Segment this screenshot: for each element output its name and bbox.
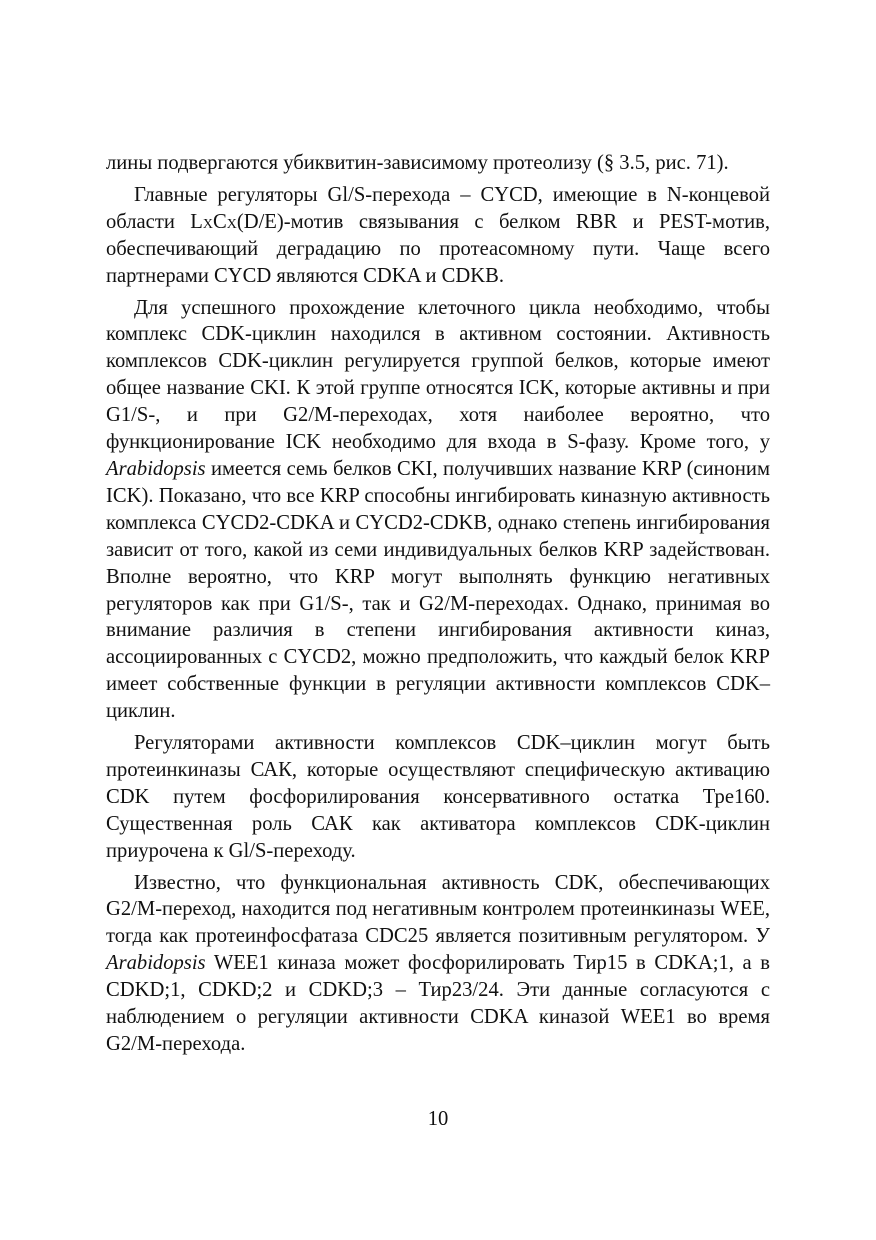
paragraph [106,730,770,865]
small-caps-letter: x [226,210,237,233]
paragraph [106,870,770,1058]
text-run: Регуляторами активности комплексов CDK–циклин могут быть протеинкиназы САК, которые осуществляют специфическую активацию CDK путем фосфорилирования консервативного остатка Тре160. Существенная роль САК как активатора комплексов CDK-циклин приурочена к Gl/S-переходу. [106,732,770,862]
text-run: лины подвергаются убиквитин-зависимому протеолизу (§ 3.5, рис. 71). [106,152,729,174]
text-run: (D/E)-мотив связывания с белком RBR и PEST-мотив, обеспечивающий деградацию по протеасомному пути. Чаще всего партнерами CYCD являются CDKA и CDKB. [106,210,770,287]
text-run: Главные регуляторы Gl/S-перехода – CYCD, имеющие в N-концевой области L [106,183,770,233]
text-run: WEE1 киназа может фосфорилировать Тир15 в CDKA;1, а в CDKD;1, CDKD;2 и CDKD;3 – Тир23/24. Эти данные согласуются с наблюдением о регуляции активности CDKA киназой WEE1 во время G2/M-перехода. [106,952,770,1055]
italic-term: Arabidopsis [106,457,206,480]
italic-term: Arabidopsis [106,952,206,975]
paragraph [106,295,770,726]
paragraph [106,182,770,290]
page-body-text [106,150,770,1058]
text-run: Известно, что функциональная активность CDK, обеспечивающих G2/M-переход, находится под негативным контролем протеинкиназы WEE, тогда как протеинфосфатаза CDC25 является позитивным регулятором. У [106,871,770,948]
small-caps-letter: x [202,210,213,233]
page-number: 10 [427,1108,449,1130]
text-run: Для успешного прохождение клеточного цикла необходимо, чтобы комплекс CDK-циклин находился в активном состоянии. Активность комплексов CDK-циклин регулируется группой белков, которые имеют общее название CKI. К этой группе относятся ICK, которые активны и при G1/S-, и при G2/M-переходах, хотя наиболее вероятно, что функционирование ICK необходимо для входа в S-фазу. Кроме того, у [106,296,770,454]
paragraph [106,150,770,177]
text-run: имеется семь белков CKI, получивших название KRP (синоним ICK). Показано, что все KRP способны ингибировать киназную активность комплекса CYCD2-CDKA и CYCD2-CDKB, однако степень ингибирования зависит от того, какой из семи индивидуальных белков KRP задействован. Вполне вероятно, что KRP могут выполнять функцию негативных регуляторов как при G1/S-, так и G2/M-переходах. Однако, принимая во внимание различия в степени ингибирования активности киназ, ассоциированных с CYCD2, можно предположить, что каждый белок KRP имеет собственные функции в регуляции активности комплексов CDK–циклин. [106,457,770,723]
text-run: C [212,210,227,233]
